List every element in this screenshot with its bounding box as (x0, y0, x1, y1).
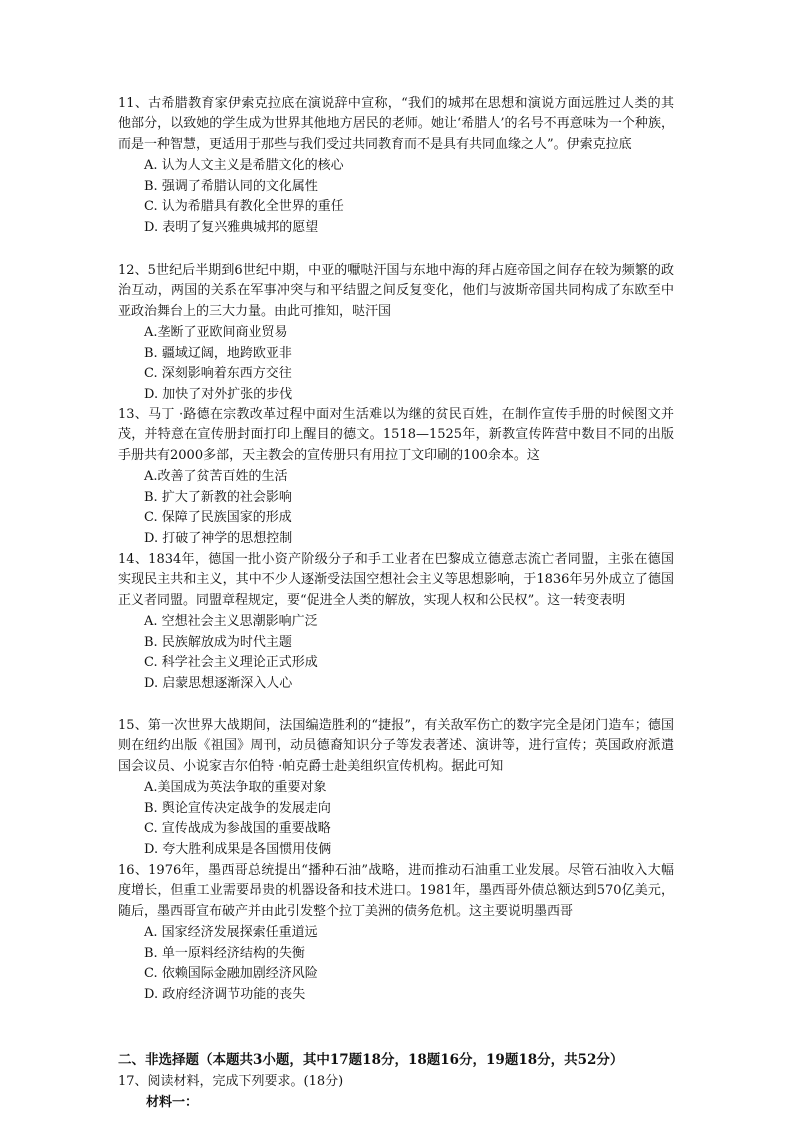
option-a: A.美国成为英法争取的重要对象 (144, 779, 327, 795)
option-a: A.改善了贫苦百姓的生活 (144, 468, 288, 484)
option-list (144, 778, 674, 861)
section-heading: 二、非选择题（本题共3小题，其中17题18分，18题16分，19题18分，共52分） (118, 1052, 624, 1068)
option-list (144, 612, 674, 695)
question-14 (118, 550, 674, 695)
option-b: B. 扩大了新教的社会影响 (144, 489, 292, 505)
material-label: 材料一： (146, 1095, 199, 1110)
option-d: D. 表明了复兴雅典城邦的愿望 (144, 220, 319, 235)
question-stem: 13、马丁 ·路德在宗教改革过程中面对生活难以为继的贫民百姓，在制作宣传手册的时候图文并茂，并特意在宣传册封面打印上醒目的德文。1518—1525年，新教宣传阵营中数目不同的出版手册共有2000多部，天主教会的宣传册只有用拉丁文印刷的100余本。这 (118, 407, 674, 463)
option-c: C. 依赖国际金融加剧经济风险 (144, 966, 318, 982)
option-d: D. 加快了对外扩张的步伐 (144, 387, 293, 402)
option-d: D. 启蒙思想逐渐深入人心 (144, 676, 293, 691)
option-a: A.垄断了亚欧间商业贸易 (144, 324, 288, 340)
question-12 (118, 261, 674, 406)
option-b: B. 民族解放成为时代主题 (144, 634, 292, 650)
option-c: C. 保障了民族国家的形成 (144, 510, 292, 526)
option-b: B. 舆论宣传决定战争的发展走向 (144, 800, 331, 816)
question-11 (118, 94, 674, 239)
option-b: B. 强调了希腊认同的文化属性 (144, 178, 318, 194)
option-a: A. 认为人文主义是希腊文化的核心 (144, 157, 344, 173)
option-a: A. 空想社会主义思潮影响广泛 (144, 613, 318, 629)
option-list (144, 323, 674, 406)
option-d: D. 打破了神学的思想控制 (144, 531, 293, 546)
option-d: D. 夸大胜利成果是各国惯用伎俩 (144, 842, 332, 857)
question-stem: 16、1976年，墨西哥总统提出“播种石油”战略，进而推动石油重工业发展。尽管石油收入大幅度增长，但重工业需要昂贵的机器设备和技术进口。1981年，墨西哥外债总额达到570亿美元，随后，墨西哥宣布破产并由此引发整个拉丁美洲的债务危机。这主要说明墨西哥 (118, 863, 674, 919)
option-a: A. 国家经济发展探索任重道远 (144, 924, 318, 940)
option-d: D. 政府经济调节功能的丧失 (144, 987, 306, 1002)
question-16 (118, 861, 674, 1006)
option-b: B. 疆域辽阔，地跨欧亚非 (144, 345, 292, 361)
option-b: B. 单一原料经济结构的失衡 (144, 945, 305, 961)
option-c: C. 科学社会主义理论正式形成 (144, 655, 318, 671)
question-stem: 12、5世纪后半期到6世纪中期，中亚的嚈哒汗国与东地中海的拜占庭帝国之间存在较为频繁的政治互动，两国的关系在军事冲突与和平结盟之间反复变化，他们与波斯帝国共同构成了东欧至中亚政治舞台上的三大力量。由此可推知，哒汗国 (118, 263, 674, 319)
question-13 (118, 405, 674, 550)
option-list (144, 156, 674, 239)
option-list (144, 923, 674, 1006)
option-c: C. 宣传战成为参战国的重要战略 (144, 821, 331, 837)
option-list (144, 467, 674, 550)
question-15 (118, 716, 674, 861)
option-c: C. 深刻影响着东西方交往 (144, 366, 292, 382)
question-17-prompt: 17、阅读材料，完成下列要求。(18分) (118, 1074, 344, 1089)
question-stem: 11、古希腊教育家伊索克拉底在演说辞中宣称，“我们的城邦在思想和演说方面远胜过人类的其他部分，以致她的学生成为世界其他地方居民的老师。她让‘希腊人’的名号不再意味为一个种族，而是一种智慧，更适用于那些与我们受过共同教育而不是具有共同血缘之人”。伊索克拉底 (118, 96, 674, 152)
question-stem: 15、第一次世界大战期间，法国编造胜利的“捷报”，有关敌军伤亡的数字完全是闭门造车；德国则在纽约出版《祖国》周刊，动员德裔知识分子等发表著述、演讲等，进行宣传；英国政府派遣国会议员、小说家吉尔伯特 ·帕克爵士赴美组织宣传机构。据此可知 (118, 718, 674, 774)
question-stem: 14、1834年，德国一批小资产阶级分子和手工业者在巴黎成立德意志流亡者同盟，主张在德国实现民主共和主义，其中不少人逐渐受法国空想社会主义等思想影响，于1836年另外成立了德国正义者同盟。同盟章程规定，要“促进全人类的解放，实现人权和公民权”。这一转变表明 (118, 552, 674, 608)
option-c: C. 认为希腊具有教化全世界的重任 (144, 199, 344, 215)
